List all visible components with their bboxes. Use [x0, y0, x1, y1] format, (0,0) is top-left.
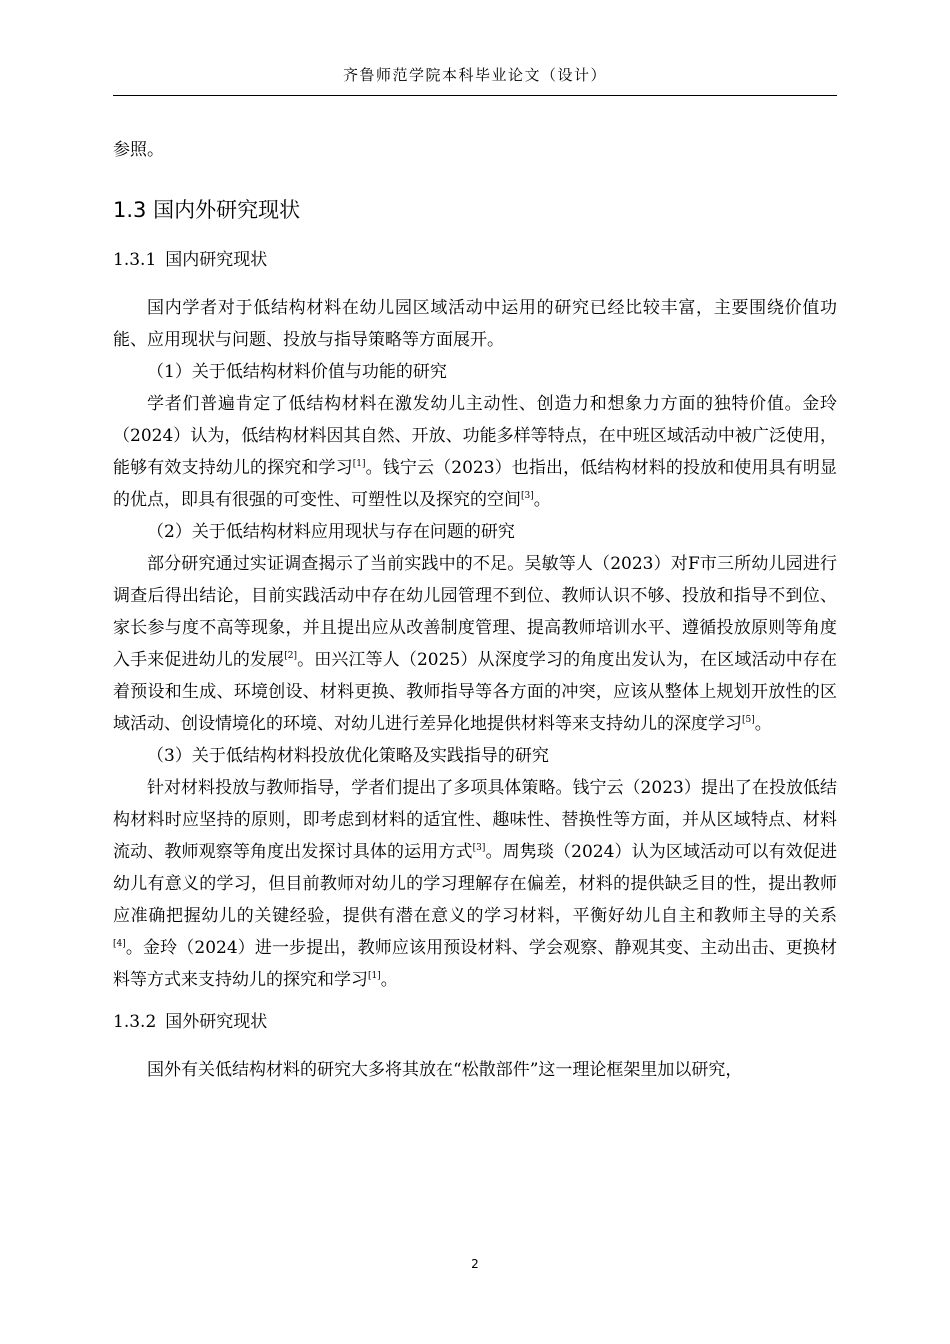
text-run: 。钱宁云（2023）也指出，低结构材料的投放和使用具有明显的优点，即具有很强的可变性、可塑性以及探究的空间	[113, 458, 838, 510]
text-run: 针对材料投放与教师指导，学者们提出了多项具体策略。钱宁云（2023）提出了在投放低结构材料时应坚持的原则，即考虑到材料的适宜性、趣味性、替换性等方面，并从区域特点、材料流动、教师观察等角度出发探讨具体的运用方式	[113, 778, 837, 862]
paragraph-strategies	[113, 772, 837, 996]
subsection-number: 1.3.1	[113, 250, 157, 270]
header-rule	[113, 95, 837, 96]
text-run: 部分研究通过实证调查揭示了当前实践中的不足。吴敏等人（2023）对F市三所幼儿园进行调查后得出结论，目前实践活动中存在幼儿园管理不到位、教师认识不够、投放和指导不到位、家长参与度不高等现象，并且提出应从改善制度管理、提高教师培训水平、遵循投放原则等角度入手来促进幼儿的发展	[113, 554, 837, 670]
text-run: 。田兴江等人（2025）从深度学习的角度出发认为，在区域活动中存在着预设和生成、环境创设、材料更换、教师指导等各方面的冲突，应该从整体上规划开放性的区域活动、创设情境化的环境、对幼儿进行差异化地提供材料等来支持幼儿的深度学习	[113, 650, 838, 734]
paragraph-intro: 国内学者对于低结构材料在幼儿园区域活动中运用的研究已经比较丰富，主要围绕价值功能、应用现状与问题、投放与指导策略等方面展开。	[113, 298, 837, 350]
subtopic-heading-2: （2）关于低结构材料应用现状与存在问题的研究	[147, 522, 515, 542]
text-run: 。	[754, 714, 772, 734]
subsection-title: 国内研究现状	[165, 250, 268, 270]
page-body	[113, 134, 837, 1086]
text-run: 。金玲（2024）进一步提出，教师应该用预设材料、学会观察、静观其变、主动出击、更换材料等方式来支持幼儿的探究和学习	[113, 938, 837, 990]
subsection-heading-1-3-2	[113, 1006, 837, 1038]
citation-ref: [1]	[368, 971, 381, 981]
citation-ref: [3]	[521, 491, 534, 501]
subsection-heading-1-3-1	[113, 244, 837, 276]
paragraph-foreign-research: 国外有关低结构材料的研究大多将其放在“松散部件”这一理论框架里加以研究，	[147, 1060, 743, 1080]
subsection-number: 1.3.2	[113, 1012, 157, 1032]
running-header: 齐鲁师范学院本科毕业论文（设计）	[342, 66, 607, 84]
subtopic-heading-1: （1）关于低结构材料价值与功能的研究	[147, 362, 447, 382]
citation-ref: [1]	[352, 459, 366, 469]
citation-ref: [5]	[742, 715, 755, 725]
paragraph-status-problems	[113, 548, 837, 740]
text-run: 。	[380, 970, 398, 990]
page-number: 2	[471, 1257, 479, 1271]
citation-ref: [4]	[113, 939, 126, 949]
subsection-title: 国外研究现状	[165, 1012, 268, 1032]
text-run: 学者们普遍肯定了低结构材料在激发幼儿主动性、创造力和想象力方面的独特价值。金玲（2024）认为，低结构材料因其自然、开放、功能多样等特点，在中班区域活动中被广泛使用，能够有效支持幼儿的探究和学习	[113, 394, 837, 478]
text-run: 。	[533, 490, 551, 510]
section-heading-1-3: 1.3 国内外研究现状	[113, 198, 301, 222]
subtopic-heading-3: （3）关于低结构材料投放优化策略及实践指导的研究	[147, 746, 549, 766]
citation-ref: [2]	[284, 651, 297, 661]
text-run: 。周隽琰（2024）认为区域活动可以有效促进幼儿有意义的学习，但目前教师对幼儿的学习理解存在偏差，材料的提供缺乏目的性，提出教师应准确把握幼儿的关键经验，提供有潜在意义的学习材料，平衡好幼儿自主和教师主导的关系	[113, 842, 838, 926]
paragraph-value-function	[113, 388, 837, 516]
citation-ref: [3]	[472, 843, 486, 853]
paragraph-continuation: 参照。	[113, 140, 164, 160]
